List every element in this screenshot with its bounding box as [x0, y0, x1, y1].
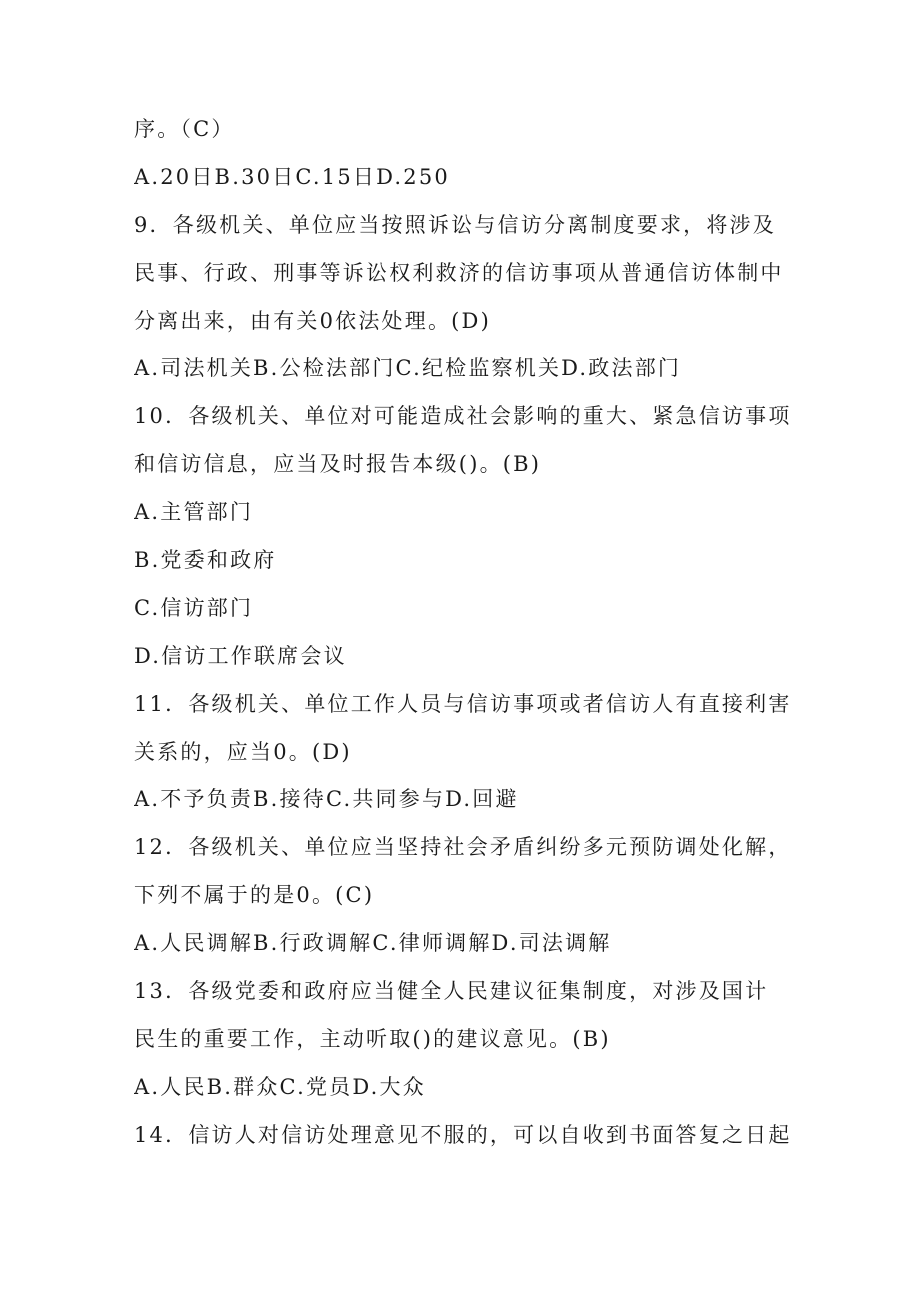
- text-line: C.信访部门: [134, 595, 254, 620]
- text-line: D.信访工作联席会议: [134, 643, 347, 668]
- text-line: A.司法机关B.公检法部门C.纪检监察机关D.政法部门: [134, 356, 682, 381]
- text-line: 民事、行政、刑事等诉讼权利救济的信访事项从普通信访体制中: [134, 260, 784, 285]
- text-line: A.人民B.群众C.党员D.大众: [134, 1074, 426, 1099]
- question-text-block: [134, 106, 794, 1160]
- text-line: 关系的，应当0。(D): [134, 739, 352, 764]
- text-line: 下列不属于的是0。(C): [134, 883, 375, 908]
- text-line: A.人民调解B.行政调解C.律师调解D.司法调解: [134, 931, 612, 956]
- text-line: 14．信访人对信访处理意见不服的，可以自收到书面答复之日起: [134, 1122, 792, 1147]
- text-line: 10．各级机关、单位对可能造成社会影响的重大、紧急信访事项: [134, 404, 792, 429]
- text-line: B.党委和政府: [134, 548, 277, 573]
- text-line: A.主管部门: [134, 500, 254, 525]
- text-line: 9．各级机关、单位应当按照诉讼与信访分离制度要求，将涉及: [134, 212, 776, 237]
- text-line: 13．各级党委和政府应当健全人民建议征集制度，对涉及国计: [134, 979, 769, 1004]
- text-line: 11．各级机关、单位工作人员与信访事项或者信访人有直接利害: [134, 691, 792, 716]
- text-line: 民生的重要工作，主动听取()的建议意见。(B): [134, 1026, 611, 1051]
- text-line: 分离出来，由有关0依法处理。(D): [134, 308, 491, 333]
- text-line: A.20日B.30日C.15日D.250: [134, 164, 450, 189]
- text-line: A.不予负责B.接待C.共同参与D.回避: [134, 787, 519, 812]
- text-line: 和信访信息，应当及时报告本级()。(B): [134, 452, 542, 477]
- text-line: 序。（C）: [134, 117, 235, 141]
- text-line: 12．各级机关、单位应当坚持社会矛盾纠纷多元预防调处化解，: [134, 835, 792, 860]
